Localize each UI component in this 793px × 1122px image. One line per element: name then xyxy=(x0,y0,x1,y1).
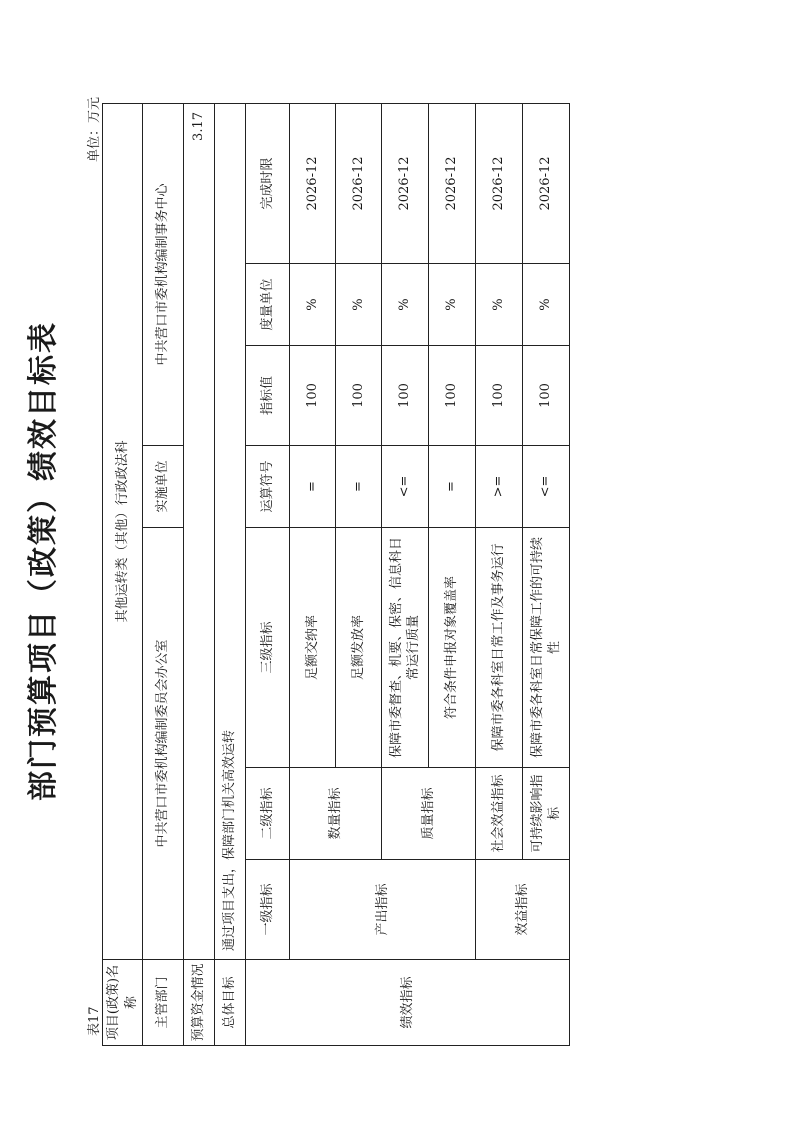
table-row xyxy=(215,103,246,1045)
level1-cell: 效益指标 xyxy=(476,860,570,960)
level1-cell: 产出指标 xyxy=(290,860,476,960)
level3-cell: 保障市委各科室日常工作及事务运行 xyxy=(476,528,523,768)
value-cell: 100 xyxy=(382,346,429,446)
op-cell: = xyxy=(336,446,382,528)
table-row xyxy=(246,103,290,1045)
unit-cell: % xyxy=(336,264,382,346)
deadline-cell: 2026-12 xyxy=(476,103,523,263)
value-cell: 100 xyxy=(476,346,523,446)
table-row xyxy=(476,103,523,1045)
op-cell: = xyxy=(290,446,336,528)
impl-label: 实施单位 xyxy=(143,446,184,528)
unit-cell: % xyxy=(523,264,570,346)
level2-cell: 质量指标 xyxy=(382,768,476,860)
header-op: 运算符号 xyxy=(246,446,290,528)
op-cell: <= xyxy=(523,446,570,528)
level3-cell: 符合条件申报对象覆盖率 xyxy=(429,528,476,768)
budget-label: 预算资金情况 xyxy=(184,960,215,1046)
goal-value: 通过项目支出，保障部门机关高效运转 xyxy=(215,103,246,959)
table-row xyxy=(143,103,184,1045)
level2-cell: 可持续影响指标 xyxy=(523,768,570,860)
header-level2: 二级指标 xyxy=(246,768,290,860)
goal-label: 总体目标 xyxy=(215,960,246,1046)
dept-value: 中共营口市委机构编制委员会办公室 xyxy=(143,528,184,960)
impl-value: 中共营口市委机构编制事务中心 xyxy=(143,103,184,445)
level2-cell: 数量指标 xyxy=(290,768,382,860)
page-title: 部门预算项目（政策）绩效目标表 xyxy=(26,321,61,801)
perf-label: 绩效指标 xyxy=(246,960,570,1046)
deadline-cell: 2026-12 xyxy=(382,103,429,263)
deadline-cell: 2026-12 xyxy=(290,103,336,263)
performance-table xyxy=(102,103,570,1046)
level3-cell: 保障市委督查、机要、保密、信息科日常运行质量 xyxy=(382,528,429,768)
deadline-cell: 2026-12 xyxy=(429,103,476,263)
level3-cell: 足额发放率 xyxy=(336,528,382,768)
deadline-cell: 2026-12 xyxy=(336,103,382,263)
level3-cell: 保障市委各科室日常保障工作的可持续性 xyxy=(523,528,570,768)
op-cell: <= xyxy=(382,446,429,528)
unit-cell: % xyxy=(382,264,429,346)
level3-cell: 足额交纳率 xyxy=(290,528,336,768)
table-number: 表17 xyxy=(87,1006,102,1036)
unit-label: 单位：万元 xyxy=(87,96,102,162)
header-level3: 三级指标 xyxy=(246,528,290,768)
table-row xyxy=(290,103,336,1045)
value-cell: 100 xyxy=(336,346,382,446)
project-label: 项目(政策)名称 xyxy=(103,960,143,1046)
unit-cell: % xyxy=(290,264,336,346)
header-value: 指标值 xyxy=(246,346,290,446)
value-cell: 100 xyxy=(523,346,570,446)
budget-value: 3.17 xyxy=(184,103,215,959)
op-cell: >= xyxy=(476,446,523,528)
deadline-cell: 2026-12 xyxy=(523,103,570,263)
op-cell: = xyxy=(429,446,476,528)
value-cell: 100 xyxy=(429,346,476,446)
level2-cell: 社会效益指标 xyxy=(476,768,523,860)
header-level1: 一级指标 xyxy=(246,860,290,960)
header-deadline: 完成时限 xyxy=(246,103,290,263)
unit-cell: % xyxy=(476,264,523,346)
table-row xyxy=(103,103,143,1045)
project-value: 其他运转类（其他）行政政法科 xyxy=(103,103,143,959)
header-unit: 度量单位 xyxy=(246,264,290,346)
unit-cell: % xyxy=(429,264,476,346)
value-cell: 100 xyxy=(290,346,336,446)
table-row xyxy=(184,103,215,1045)
dept-label: 主管部门 xyxy=(143,960,184,1046)
